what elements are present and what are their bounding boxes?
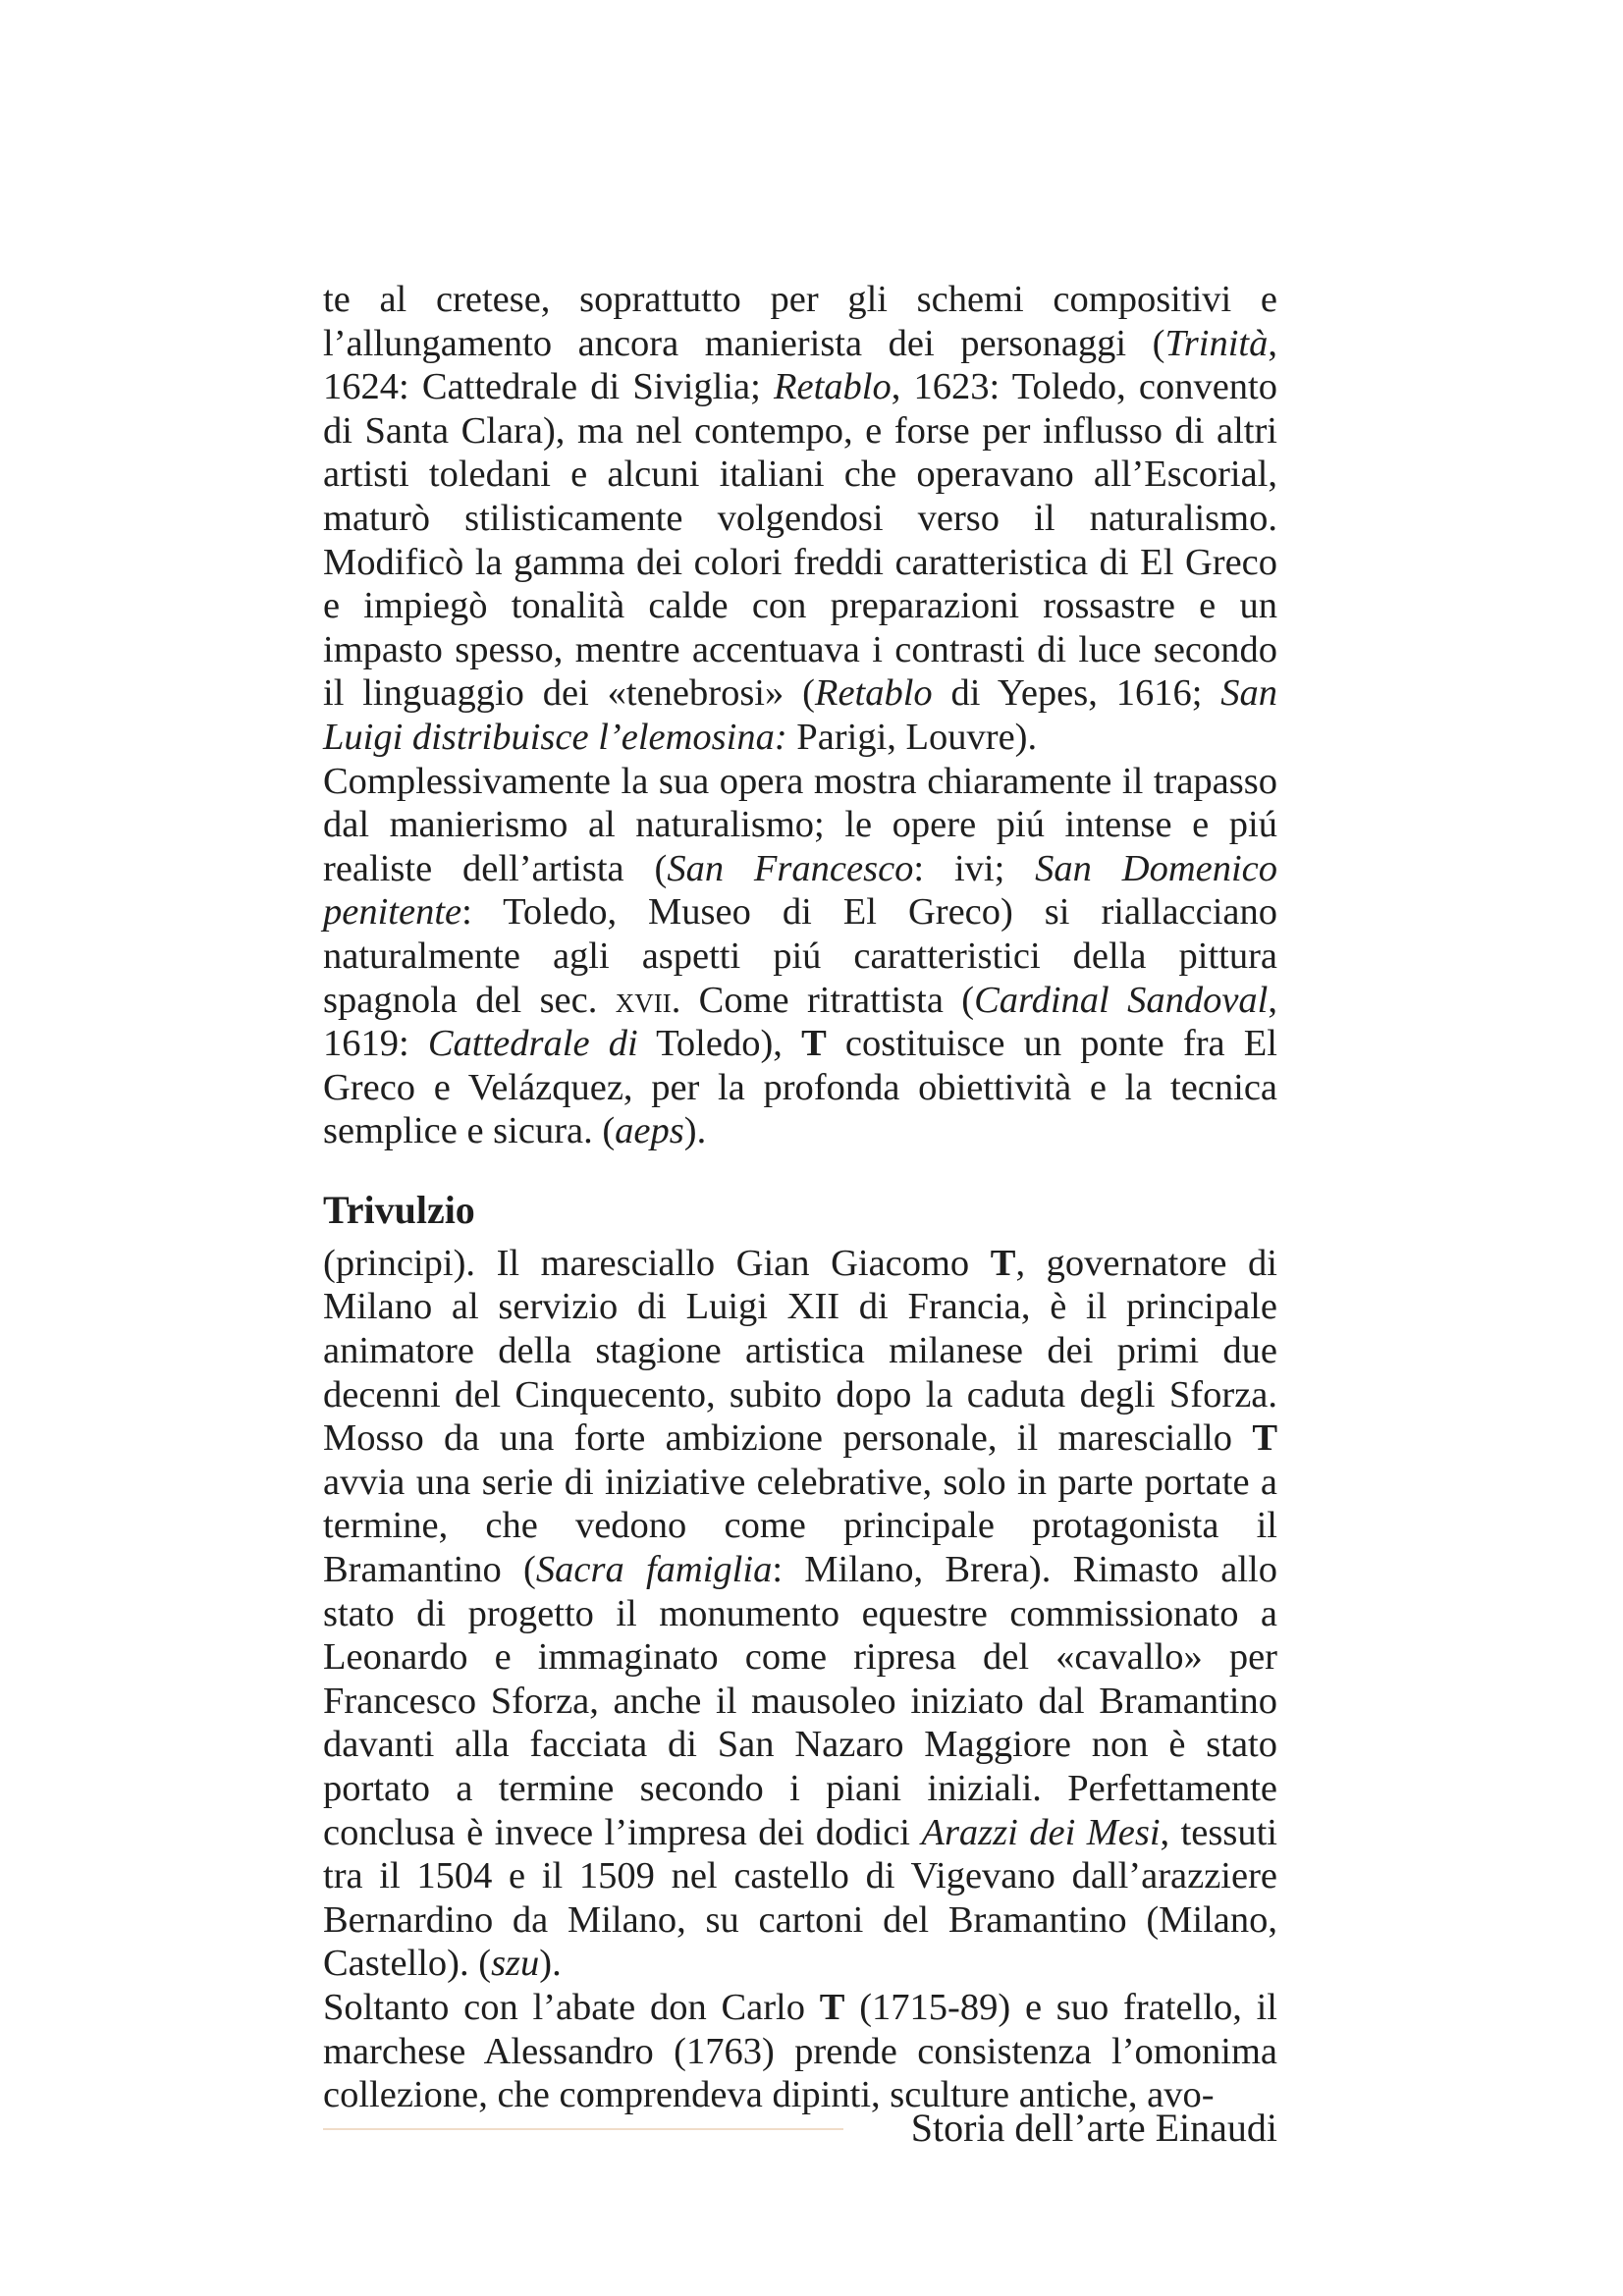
artwork-title: Retablo [774,366,892,408]
page-footer [323,2099,1277,2158]
entry-abbreviation: T [801,1023,827,1065]
entry-paragraph-1: (principi). Il maresciallo Gian Giacomo T, governatore di Milano al servizio di Luigi XII di Francia, è il principale animatore della stagione artistica milanese dei primi due decenni del Cinquecento, subito dopo la caduta degli Sforza. Mosso da una forte ambizione personale, il maresciallo T avvia una serie di iniziative celebrative, solo in parte portate a termine, che vedono come principale protagonista il Bramantino (Sacra famiglia: Milano, Brera). Rimasto allo stato di progetto il monumento equestre commissionato a Leonardo e immaginato come ripresa del «cavallo» per Francesco Sforza, anche il mausoleo iniziato dal Bramantino davanti alla facciata di San Nazaro Maggiore non è stato portato a termine secondo i piani iniziali. Perfettamente conclusa è invece l’impresa dei dodici Arazzi dei Mesi, tessuti tra il 1504 e il 1509 nel castello di Vigevano dall’arazziere Bernardino da Milano, su cartoni del Bramantino (Milano, Castello). (szu). [323,1242,1277,1985]
artwork-title: Cardinal Sandoval [974,979,1269,1021]
artwork-location: Cattedrale di [427,1023,638,1065]
entry-abbreviation: T [819,1986,845,2028]
century-numeral: xvii [615,979,672,1021]
entry-paragraph-2: Soltanto con l’abate don Carlo T (1715-89) e suo fratello, il marchese Alessandro (1763) prende consistenza l’omonima collezione, che comprendeva dipinti, sculture antiche, avo- [323,1986,1277,2116]
artwork-title: San Francesco [667,847,914,889]
continued-entry-paragraph-2: Complessivamente la sua opera mostra chiaramente il trapasso dal manierismo al naturalismo; le opere piú intense e piú realiste dell’artista (San Francesco: ivi; San Domenico penitente: Toledo, Museo di El Greco) si riallacciano naturalmente agli aspetti piú caratteristici della pittura spagnola del sec. xvii. Come ritrattista (Cardinal Sandoval, 1619: Cattedrale di Toledo), T costituisce un ponte fra El Greco e Velázquez, per la profonda obiettività e la tecnica semplice e sicura. (aeps). [323,760,1278,1152]
main-text-column [323,278,1277,2117]
artwork-title: San Luigi distribuisce l’elemosina: [323,672,1277,758]
author-initials: szu [491,1943,540,1985]
artwork-title: Retablo [814,672,933,715]
artwork-title: Arazzi dei Mesi [921,1811,1161,1853]
entry-abbreviation: T [1252,1417,1277,1460]
artwork-title: Sacra famiglia [535,1549,773,1591]
footer-book-title: Storia dell’arte Einaudi [910,2106,1277,2150]
entry-title: Trivulzio [323,1187,475,1232]
entry-abbreviation: T [990,1242,1016,1284]
continued-entry-paragraph-1: te al cretese, soprattutto per gli schemi compositivi e l’allungamento ancora manierista dei personaggi (Trinità, 1624: Cattedrale di Siviglia; Retablo, 1623: Toledo, convento di Santa Clara), ma nel contempo, e forse per influsso di altri artisti toledani e alcuni italiani che operavano all’Escorial, maturò stilisticamente volgendosi verso il naturalismo. Modificò la gamma dei colori freddi caratteristica di El Greco e impiegò tonalità calde con preparazioni rossastre e un impasto spesso, mentre accentuava i contrasti di luce secondo il linguaggio dei «tenebrosi» (Retablo di Yepes, 1616; San Luigi distribuisce l’elemosina: Parigi, Louvre). [323,279,1277,758]
artwork-title: San Domenico penitente [323,847,1278,934]
author-initials: aeps [615,1110,684,1152]
footer-divider [323,2128,843,2130]
artwork-title: Trinità [1164,322,1269,364]
